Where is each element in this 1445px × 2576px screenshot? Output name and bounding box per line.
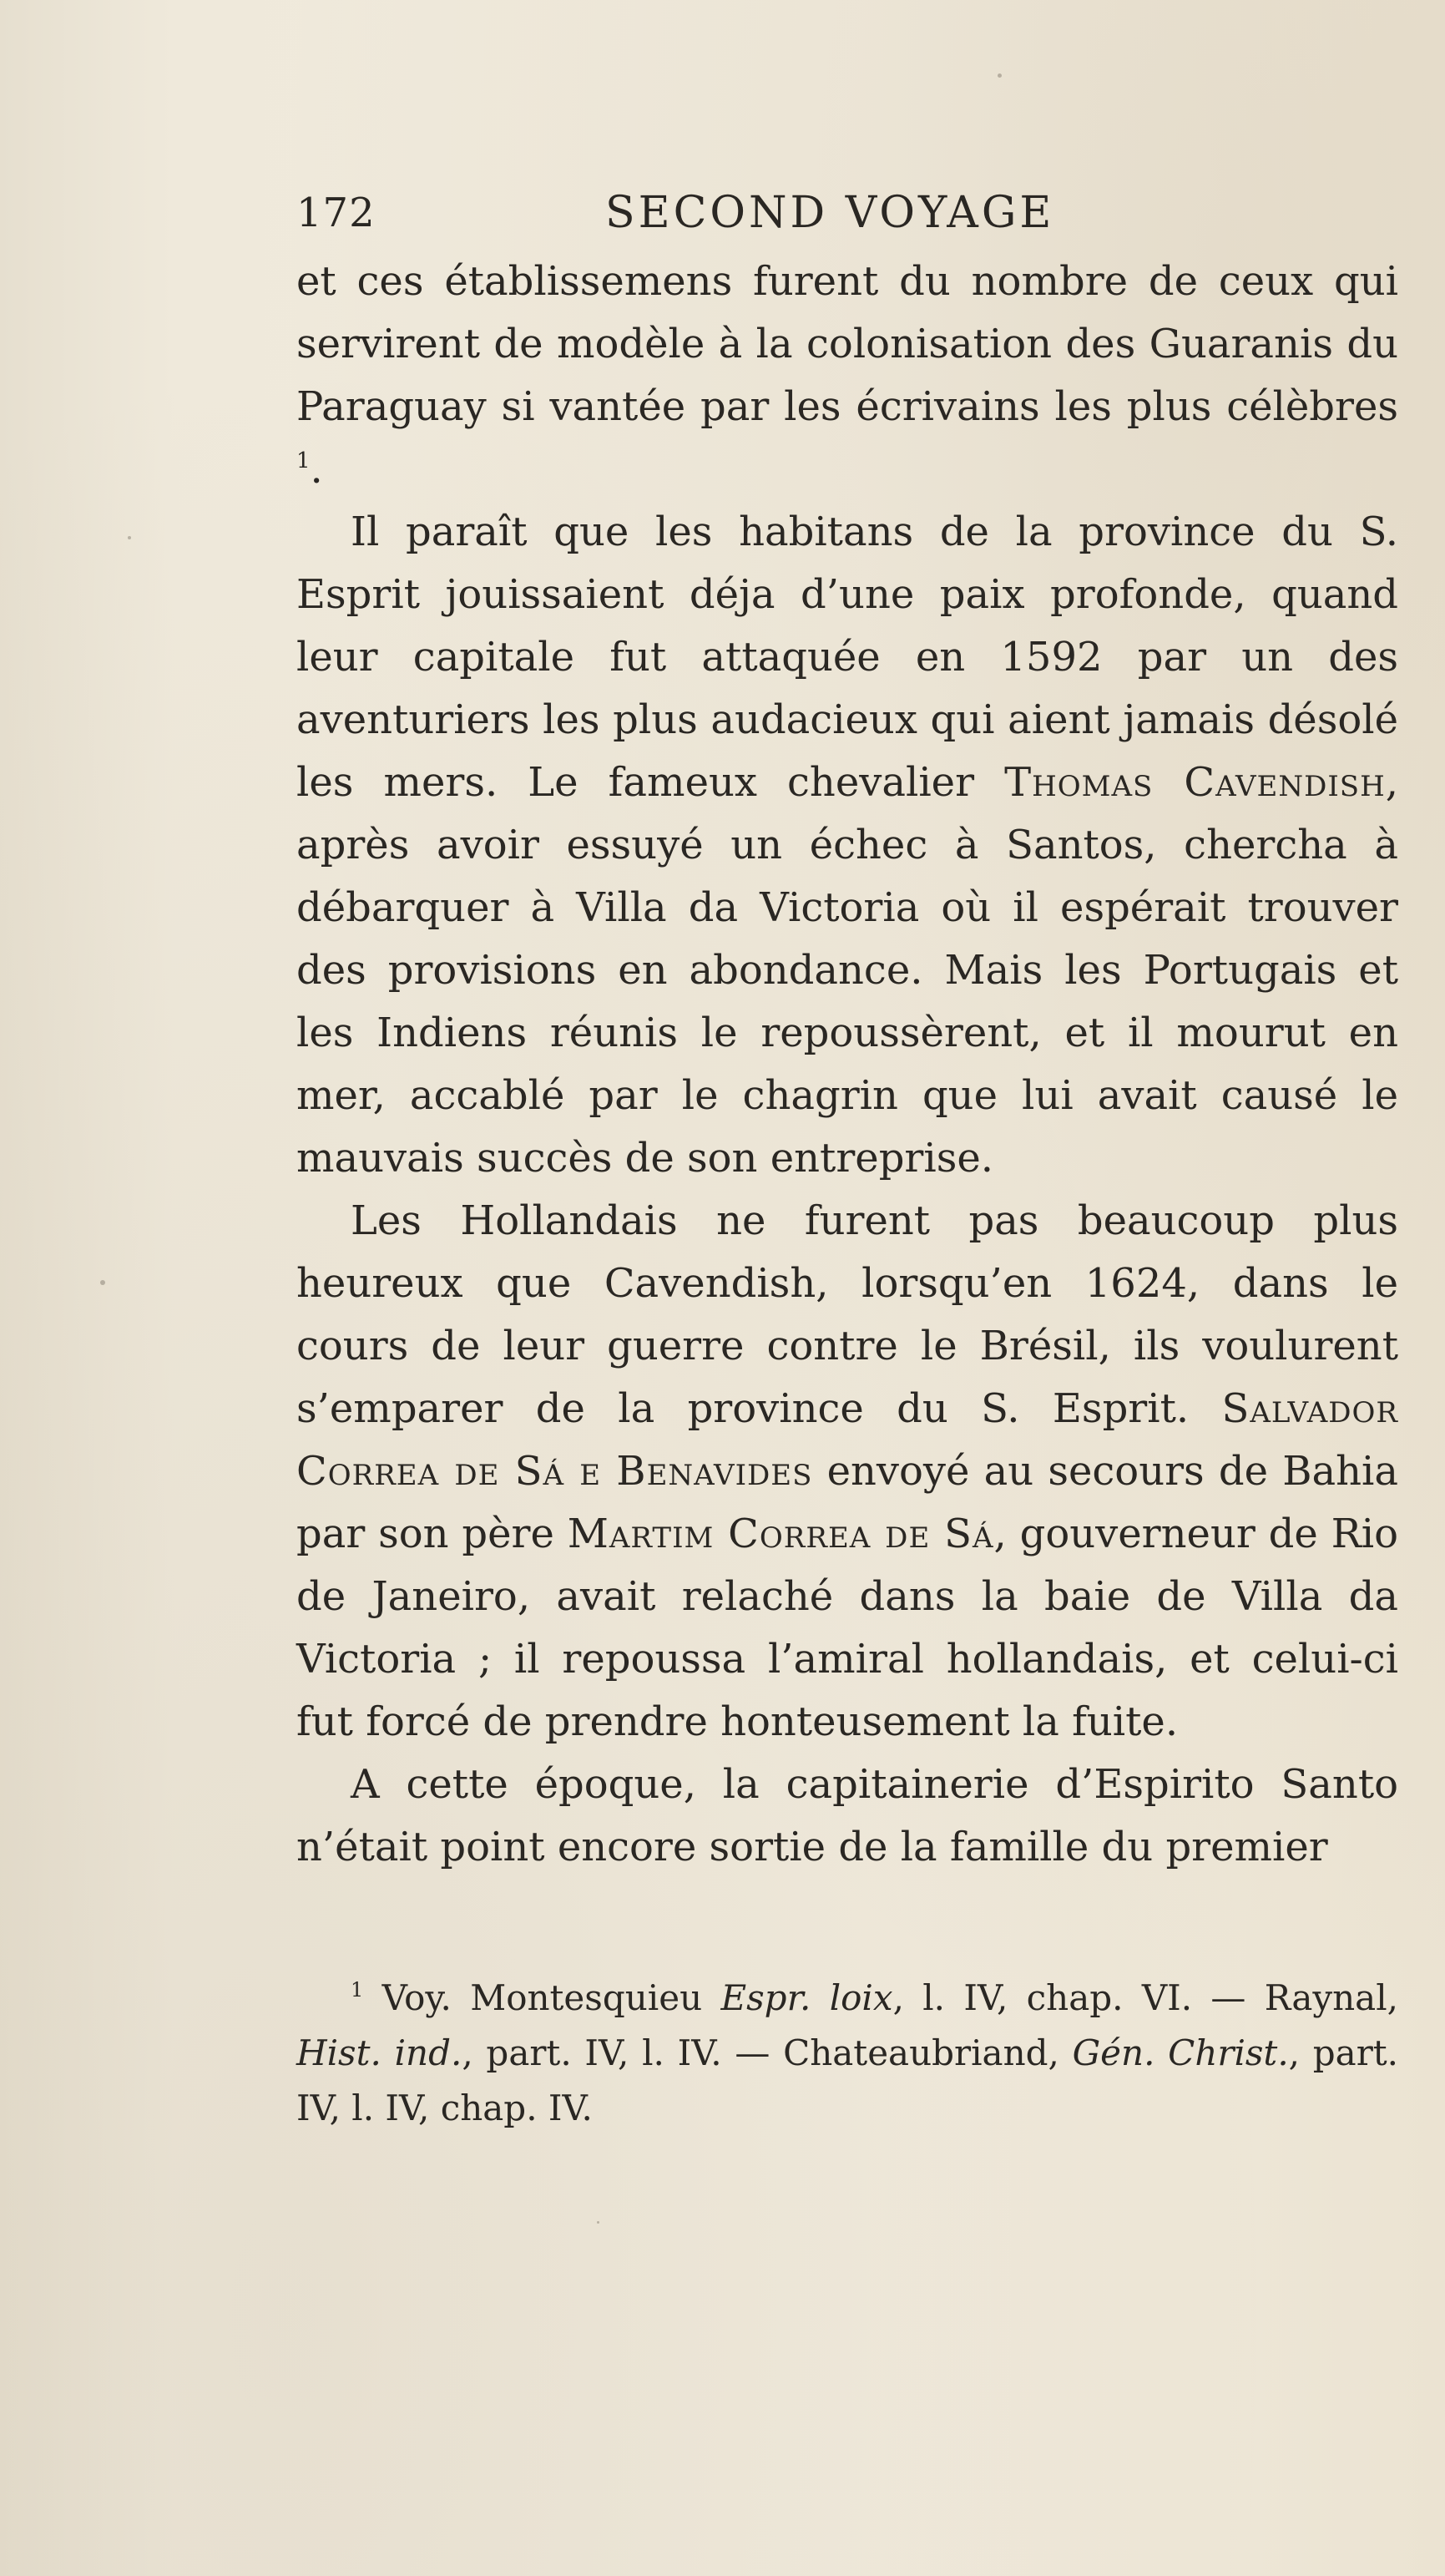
running-title: SECOND VOYAGE (605, 188, 1055, 238)
paragraph-4: A cette époque, la capitainerie d’Espirito Santo n’était point encore sortie de la famille du premier (296, 1761, 1398, 1870)
footnote-mark: 1 (351, 1978, 364, 2002)
main-text (296, 251, 1398, 1879)
page-header (296, 175, 1398, 251)
page-number: 172 (296, 190, 376, 236)
footnote: $^1$ Voy. Montesquieu Espr. loix, l. IV, chap. VI. — Raynal, Hist. ind., part. IV, l. IV. — Chateaubriand, Gén. Christ., part. IV, l. IV, chap. IV. (296, 1977, 1399, 2128)
person-name: Thomas Cavendish (1004, 759, 1386, 806)
person-name: Salvador Correa de Sá e Benavides (296, 1385, 1398, 1495)
paragraph-1: et ces établissemens furent du nombre de ceux qui servirent de modèle à la colonisation des Guaranis du Paraguay si vantée par les écrivains les plus célèbres $^1$. (296, 258, 1398, 493)
footnote-reference: 1 (296, 448, 311, 473)
paragraph-2: Il paraît que les habitans de la province du S. Esprit jouissaient déja d’une paix profonde, quand leur capitale fut attaquée en 1592 par un des aventuriers les plus audacieux qui aient jamais désolé les mers. Le fameux chevalier Thomas Cavendish, après avoir essuyé un échec à Santos, chercha à débarquer à Villa da Victoria où il espérait trouver des provisions en abondance. Mais les Portugais et les Indiens réunis le repoussèrent, et il mourut en mer, accablé par le chagrin que lui avait causé le mauvais succès de son entreprise. (296, 509, 1398, 1182)
paragraph-3: Les Hollandais ne furent pas beaucoup plus heureux que Cavendish, lorsqu’en 1624, dans le cours de leur guerre contre le Brésil, ils voulurent s’emparer de la province du S. Esprit. Salvador Correa de Sá e Benavides envoyé au secours de Bahia par son père Martim Correa de Sá, gouverneur de Rio de Janeiro, avait relaché dans la baie de Villa da Victoria ; il repoussa l’amiral hollandais, et celui-ci fut forcé de prendre honteusement la fuite. (296, 1197, 1398, 1745)
paper-speck (100, 1280, 105, 1285)
paper-speck (597, 2221, 599, 2224)
person-name: Martim Correa de Sá (567, 1511, 994, 1557)
paper-speck (998, 73, 1002, 78)
paper-speck (128, 536, 131, 539)
